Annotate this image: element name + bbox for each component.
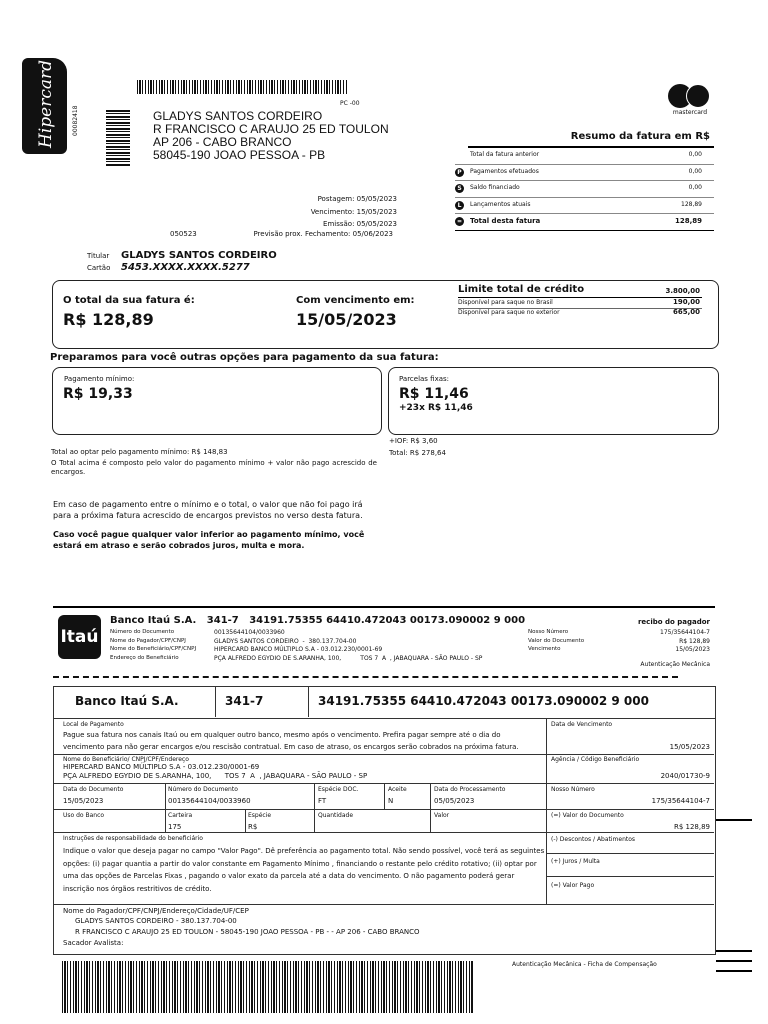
recibo-row-value: 00135644104/0033960 — [214, 629, 285, 636]
recibo-title: recibo do pagador — [637, 618, 710, 626]
data-proc-value: 05/05/2023 — [434, 797, 475, 805]
hipercard-logo-text: Hipercard — [36, 60, 56, 148]
resumo-row — [455, 214, 714, 231]
iof: +IOF: R$ 3,60 — [389, 437, 438, 445]
data-proc-label: Data do Processamento — [434, 786, 506, 793]
note-composto: O Total acima é composto pelo valor do pagamento mínimo + valor não pago acrescido de encargos. — [51, 459, 377, 477]
margin-mark — [716, 819, 752, 821]
venc-label: Com vencimento em: — [296, 295, 415, 306]
doc-code: 050523 — [170, 230, 197, 238]
address-line: AP 206 - CABO BRANCO — [153, 135, 292, 149]
itau-logo — [58, 615, 101, 659]
resumo-table — [455, 148, 714, 231]
pagador-label: Nome do Pagador/CPF/CNPJ/Endereço/Cidade/UF/CEP — [63, 907, 249, 915]
recibo-left — [110, 629, 530, 663]
descontos-label: (-) Descontos / Abatimentos — [551, 836, 636, 843]
cut-line — [53, 676, 678, 678]
saque-ext-value: 665,00 — [672, 308, 700, 316]
mastercard-logo — [666, 84, 714, 118]
warning-atraso: Caso você pague qualquer valor inferior ao pagamento mínimo, você estará em atraso e serão cobrados juros, multa e mora. — [53, 530, 365, 550]
pagador-line-1: GLADYS SANTOS CORDEIRO - 380.137.704-00 — [75, 917, 237, 925]
valor-doc-value: R$ 128,89 — [673, 823, 710, 831]
recibo-row — [110, 646, 530, 655]
nosso-label: Nosso Número — [551, 786, 595, 793]
resumo-label: Pagamentos efetuados — [470, 167, 539, 175]
local-text-1: Pague sua fatura nos canais Itaú ou em qualquer outro banco, mesmo após o vencimento. Prefira pagar sempre até o dia do — [63, 731, 501, 739]
recibo-row — [110, 629, 530, 638]
minimo-label: Pagamento mínimo: — [64, 375, 135, 383]
recibo-right-row — [528, 638, 710, 647]
side-code: 00082418 — [72, 105, 79, 136]
postagem-date: Postagem: 05/05/2023 — [317, 195, 397, 203]
aceite-value: N — [388, 797, 394, 805]
resumo-icon: P — [455, 168, 464, 177]
qtd-label: Quantidade — [318, 812, 354, 819]
resumo-label: Lançamentos atuais — [470, 200, 531, 208]
date-info — [260, 193, 397, 231]
margin-mark — [716, 950, 752, 952]
limite-value: 3.800,00 — [665, 287, 700, 295]
recibo-row — [110, 638, 530, 647]
boleto-code: 341-7 — [225, 694, 264, 708]
pagador-line-2: R FRANCISCO C ARAUJO 25 ED TOULON - 58045-190 JOAO PESSOA - PB - - AP 206 - CABO BRANCO — [75, 928, 420, 936]
instr-line: opções: (i) pagar quantia a partir do valor constante em Pagamento Mínimo , financiando o restante pelo crédito rotativo; (ii) optar por — [63, 859, 537, 868]
resumo-label: Saldo financiado — [470, 184, 520, 191]
resumo-label: Total desta fatura — [470, 217, 541, 225]
resumo-row — [455, 148, 714, 165]
benef-label: Nome do Beneficiário/ CNPJ/CPF/Endereço — [63, 756, 189, 763]
agencia-label: Agência / Código Beneficiário — [551, 756, 640, 763]
recibo-right-row — [528, 629, 710, 638]
avalista-label: Sacador Avalista: — [63, 939, 124, 947]
resumo-row — [455, 181, 714, 198]
carteira-value: 175 — [168, 823, 182, 831]
address-line: R FRANCISCO C ARAUJO 25 ED TOULON — [153, 122, 389, 136]
aceite-label: Aceite — [388, 786, 407, 793]
total-label: O total da sua fatura é: — [63, 295, 195, 306]
limite-label: Limite total de crédito — [458, 284, 585, 295]
venc-date: 15/05/2023 — [296, 310, 397, 329]
itau-logo-text: Itaú — [60, 627, 99, 647]
recibo-right-label: Valor do Documento — [528, 637, 585, 644]
postal-barcode — [137, 80, 347, 94]
address-line: 58045-190 JOAO PESSOA - PB — [153, 148, 326, 162]
parcelas-label: Parcelas fixas: — [399, 375, 450, 383]
resumo-row — [455, 198, 714, 215]
uso-label: Uso do Banco — [63, 812, 105, 819]
mastercard-wordmark: mastercard — [672, 109, 708, 116]
titular-label: Titular — [87, 252, 110, 260]
num-doc-value: 00135644104/0033960 — [168, 797, 251, 805]
juros-label: (+) Juros / Multa — [551, 858, 600, 865]
address-line: GLADYS SANTOS CORDEIRO — [153, 109, 323, 123]
resumo-title: Resumo da fatura em R$ — [570, 131, 710, 142]
options-title: Preparamos para você outras opções para pagamento da sua fatura: — [50, 352, 439, 363]
recibo-row-label: Nome do Pagador/CPF/CNPJ — [110, 637, 186, 644]
total-amount: R$ 128,89 — [63, 310, 154, 329]
recibo-right-value: 15/05/2023 — [675, 646, 710, 654]
previsao-fechamento: Previsão prox. Fechamento: 05/06/2023 — [253, 230, 393, 238]
recibo-row-value: GLADYS SANTOS CORDEIRO - 380.137.704-00 — [214, 637, 357, 645]
pc-code: PC -00 — [340, 100, 360, 107]
data-doc-label: Data do Documento — [63, 786, 124, 793]
cartao-number: 5453.XXXX.XXXX.5277 — [121, 262, 250, 273]
instr-label: Instruções de responsabilidade do beneficiário — [63, 835, 203, 842]
resumo-value: 0,00 — [688, 151, 702, 158]
minimo-amount: R$ 19,33 — [63, 386, 133, 402]
recibo-row-label: Número do Documento — [110, 629, 175, 635]
valor-label: Valor — [434, 812, 450, 819]
hipercard-logo — [22, 58, 67, 154]
instr-line: inscrição nos órgãos restritivos de crédito. — [63, 884, 212, 893]
recibo-row-value: HIPERCARD BANCO MÚLTIPLO S.A - 03.012.230/0001-69 — [214, 646, 383, 654]
recibo-right — [528, 629, 710, 655]
recibo-row-label: Endereço do Beneficiário — [110, 654, 179, 661]
instr-text — [63, 845, 544, 895]
resumo-icon: S — [455, 184, 464, 193]
local-text-2: vencimento para não gerar encargos e/ou rescisão contratual. Em caso de atraso, os encargos serão cobrados na próxima fatura. — [63, 743, 519, 751]
agencia-value: 2040/01730-9 — [660, 772, 710, 780]
data-doc-value: 15/05/2023 — [63, 797, 104, 805]
resumo-value: 128,89 — [674, 217, 702, 225]
resumo-label: Total da fatura anterior — [470, 151, 540, 158]
instr-line: uma das opções de Parcelas Fixas , pagando o valor exato da parcela até a data do vencimento. O não pagamento poderá gerar — [63, 872, 515, 880]
resumo-icon: L — [455, 201, 464, 210]
warning-partial: Em caso de pagamento entre o mínimo e o total, o valor que não foi pago irá para a próxima fatura acrescido de encargos previstos no verso desta fatura. — [53, 500, 363, 520]
instr-line: Indique o valor que deseja pagar no campo "Valor Pago". Dê preferência ao pagamento total. Não sendo possível, você terá as seguintes — [63, 847, 545, 855]
recibo-right-label: Nosso Número — [528, 629, 569, 635]
saque-br-label: Disponível para saque no Brasil — [458, 299, 553, 306]
recibo-right-row — [528, 646, 710, 655]
especie-label: Espécie — [248, 812, 272, 819]
recibo-bank-line: Banco Itaú S.A. 341-7 34191.75355 64410.472043 00173.090002 9 000 — [110, 615, 526, 626]
recibo-row-label: Nome do Beneficiário/CPF/CNPJ — [110, 646, 197, 653]
boleto-bank: Banco Itaú S.A. — [75, 694, 179, 708]
recibo-right-label: Vencimento — [528, 646, 561, 653]
benef-line-2: PÇA ALFREDO EGYDIO DE S.ARANHA, 100, TOS 7 A , JABAQUARA - SÃO PAULO - SP — [63, 772, 368, 780]
ficha-compensacao: Autenticação Mecânica - Ficha de Compensação — [512, 961, 657, 968]
num-doc-label: Número do Documento — [168, 786, 238, 793]
especie-doc-label: Espécie DOC. — [318, 786, 359, 793]
resumo-row — [455, 165, 714, 182]
resumo-value: 0,00 — [688, 167, 702, 175]
margin-mark — [716, 970, 752, 972]
titular-name: GLADYS SANTOS CORDEIRO — [121, 250, 277, 261]
valor-pago-label: (=) Valor Pago — [551, 882, 595, 889]
valor-doc-label: (=) Valor do Documento — [551, 812, 624, 819]
especie-value: R$ — [248, 823, 258, 831]
vencimento-date: Vencimento: 15/05/2023 — [310, 207, 397, 216]
venc-label-boleto: Data de Vencimento — [551, 721, 613, 728]
local-label: Local de Pagamento — [63, 721, 124, 728]
note-minimo: Total ao optar pelo pagamento mínimo: R$ 148,83 — [51, 448, 228, 456]
side-barcode — [106, 110, 130, 166]
saque-ext-label: Disponível para saque no exterior — [458, 309, 560, 316]
recibo-row-value: PÇA ALFREDO EGYDIO DE S.ARANHA, 100, TOS 7 A , JABAQUARA - SÃO PAULO - SP — [214, 654, 483, 662]
emissao-date: Emissão: 05/05/2023 — [323, 220, 397, 228]
nosso-value: 175/35644104-7 — [651, 797, 710, 805]
cartao-label: Cartão — [87, 264, 111, 272]
payment-barcode — [62, 961, 474, 1013]
margin-mark — [716, 960, 752, 962]
resumo-value: 128,89 — [681, 200, 702, 208]
especie-doc-value: FT — [318, 797, 327, 805]
boleto-line: 34191.75355 64410.472043 00173.090002 9 000 — [318, 694, 649, 708]
venc-value-boleto: 15/05/2023 — [669, 743, 710, 751]
carteira-label: Carteira — [168, 812, 193, 819]
recipient-address — [153, 110, 389, 162]
resumo-icon: = — [456, 218, 463, 225]
parcela-first: R$ 11,46 — [399, 386, 469, 402]
recibo-right-value: R$ 128,89 — [679, 637, 710, 645]
parcela-rest: +23x R$ 11,46 — [399, 403, 473, 413]
recibo-right-value: 175/35644104-7 — [660, 629, 710, 636]
recibo-row — [110, 655, 530, 664]
benef-line-1: HIPERCARD BANCO MÚLTIPLO S.A - 03.012.230/0001-69 — [63, 763, 260, 771]
saque-br-value: 190,00 — [672, 298, 700, 306]
recibo-auth: Autenticação Mecânica — [640, 661, 710, 668]
resumo-value: 0,00 — [688, 184, 702, 191]
total-parcelas: Total: R$ 278,64 — [389, 449, 446, 457]
